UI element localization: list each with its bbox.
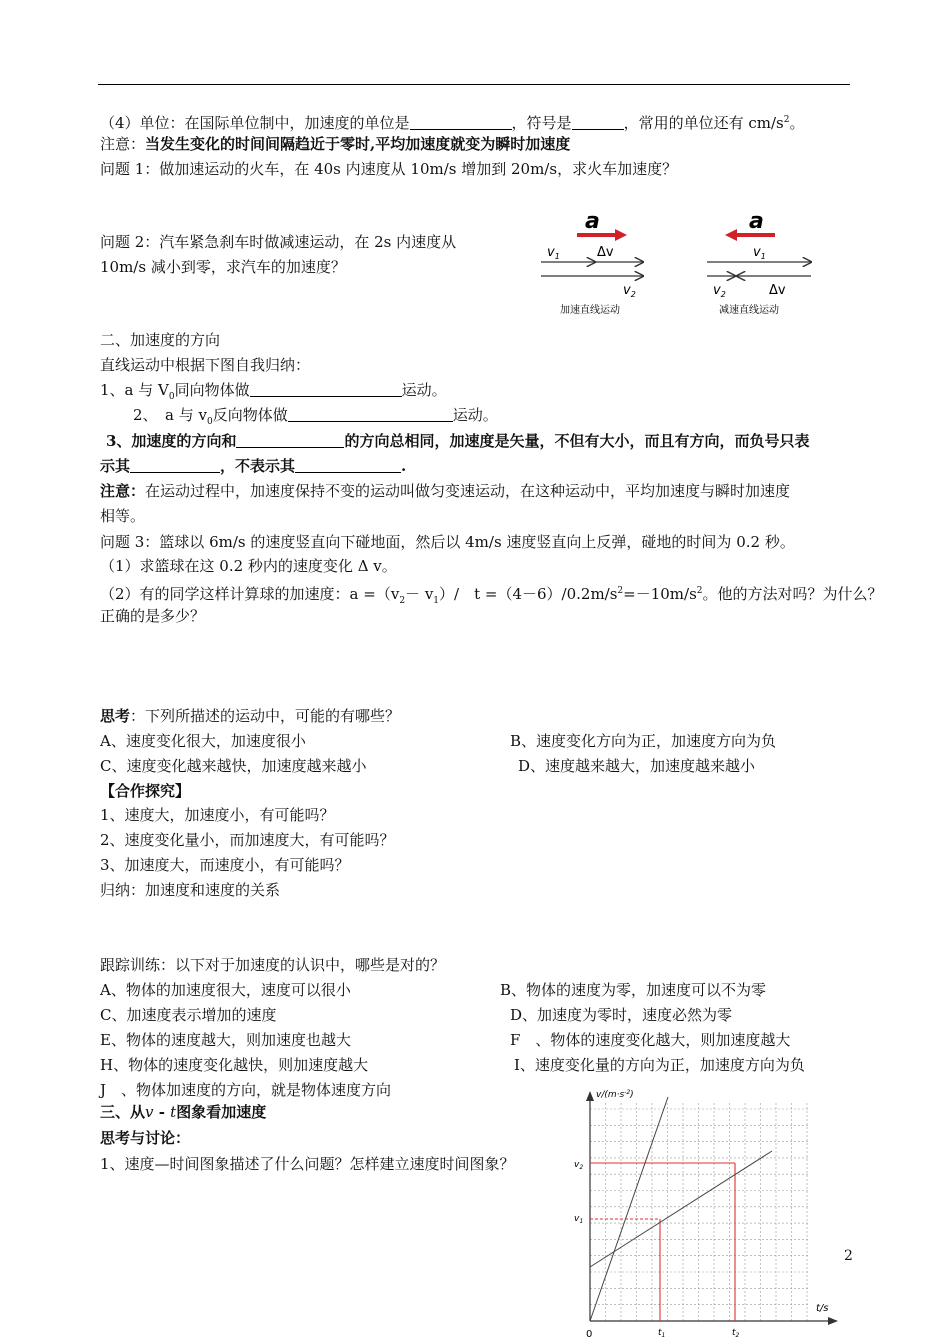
think-prompt: 思考：下列所描述的运动中，可能的有哪些？ — [100, 707, 401, 725]
accel-v2-label: $v_2$ — [623, 283, 636, 299]
section-2-intro: 直线运动中根据下图自我归纳： — [100, 356, 311, 374]
unit-text-1: （4）单位：在国际单位制中，加速度的单位是 — [100, 114, 410, 132]
coop-q3: 3、加速度大，而速度小，有可能吗？ — [100, 856, 350, 874]
unit-text-3: ，常用的单位还有 cm/s — [623, 114, 784, 132]
steep-line — [590, 1097, 668, 1321]
coop-title: 【合作探究】 — [100, 782, 191, 800]
decel-caption: 减速直线运动 — [719, 305, 779, 316]
think-option-d: D、速度越来越大，加速度越来越小 — [518, 757, 756, 775]
track-option-b: B、物体的速度为零，加速度可以不为零 — [500, 981, 767, 999]
section-3-title: 三、从v - t图象看加速度 — [100, 1103, 267, 1121]
coop-summary: 归纳：加速度和速度的关系 — [100, 881, 281, 899]
unit-line — [100, 110, 804, 133]
think-option-b: B、速度变化方向为正，加速度方向为负 — [510, 732, 777, 750]
question-3-part2: （2）有的同学这样计算球的加速度：$a =(v_2- v_1)/$ $t =(4-6)/0.2m/s^2=-10m/s^2$。他的方法对吗？为什么？ — [100, 585, 883, 606]
track-option-c: C、加速度表示增加的速度 — [100, 1006, 277, 1024]
velocity-diagram — [535, 200, 825, 322]
vt-graph — [560, 1085, 850, 1344]
decel-a-arrowhead — [725, 229, 737, 241]
track-option-f: F 、物体的速度变化越大，则加速度越大 — [510, 1031, 791, 1049]
item-3-blank-1[interactable] — [236, 432, 344, 448]
header-rule — [98, 84, 850, 85]
decel-diagram — [707, 209, 811, 316]
track-option-j: J 、物体加速度的方向，就是物体速度方向 — [100, 1081, 392, 1099]
accel-diagram — [541, 209, 643, 316]
decel-v1-label: $v_1$ — [753, 245, 766, 261]
t2-label: $t_2$ — [732, 1328, 740, 1339]
track-option-i: I、速度变化量的方向为正，加速度方向为负 — [514, 1056, 805, 1074]
section-2-title: 二、加速度的方向 — [100, 331, 221, 349]
accel-a-label: a — [585, 209, 600, 234]
shallow-line — [590, 1151, 772, 1267]
t1-label: $t_1$ — [658, 1328, 666, 1339]
accel-a-arrowhead — [615, 229, 627, 241]
v1-label: $v_1$ — [574, 1214, 584, 1225]
item-3-blank-3[interactable] — [295, 457, 401, 473]
page-number: 2 — [844, 1248, 853, 1264]
note2-line1: 注意：在运动过程中，加速度保持不变的运动叫做匀变速运动，在这种运动中，平均加速度与瞬时加速度 — [100, 482, 791, 500]
question-3: 问题 3：篮球以 6m/s 的速度竖直向下碰地面，然后以 4m/s 速度竖直向上反弹，碰地的时间为 0.2 秒。 — [100, 533, 795, 551]
track-option-d: D、加速度为零时，速度必然为零 — [510, 1006, 733, 1024]
origin-label: 0 — [586, 1329, 593, 1340]
note2-line2: 相等。 — [100, 507, 146, 525]
question-3-part3: 正确的是多少？ — [100, 607, 206, 625]
think-option-c: C、速度变化越来越快，加速度越来越小 — [100, 757, 367, 775]
graph-grid — [590, 1103, 808, 1321]
symbol-blank[interactable] — [572, 114, 624, 130]
decel-v2-label: $v_2$ — [713, 283, 726, 299]
unit-blank[interactable] — [410, 114, 512, 130]
x-axis-label: t/s — [816, 1303, 829, 1314]
item-2-blank[interactable] — [288, 406, 453, 422]
question-2-line1: 问题 2：汽车紧急刹车时做减速运动，在 2s 内速度从 — [100, 233, 457, 251]
coop-q2: 2、速度变化量小，而加速度大，有可能吗？ — [100, 831, 395, 849]
accel-v1-label: $v_1$ — [547, 245, 560, 261]
track-option-a: A、物体的加速度很大，速度可以很小 — [100, 981, 351, 999]
unit-text-2: ，符号是 — [511, 114, 572, 132]
track-option-h: H、物体的速度变化越快，则加速度越大 — [100, 1056, 369, 1074]
accel-dv-label: Δv — [597, 245, 614, 260]
y-axis-label: $v/(m\cdot s^{-2})$ — [596, 1089, 634, 1100]
question-2-line2: 10m/s 减小到零，求汽车的加速度？ — [100, 258, 346, 276]
discuss-q1: 1、速度—时间图象描述了什么问题？怎样建立速度时间图象？ — [100, 1155, 515, 1173]
decel-dv-label: Δv — [769, 283, 786, 298]
item-1-blank[interactable] — [250, 381, 402, 397]
unit-text-4: 。 — [789, 114, 805, 132]
coop-q1: 1、速度大，加速度小，有可能吗？ — [100, 806, 335, 824]
track-title: 跟踪训练：以下对于加速度的认识中，哪些是对的？ — [100, 956, 446, 974]
track-option-e: E、物体的速度越大，则加速度也越大 — [100, 1031, 351, 1049]
note1 — [100, 134, 570, 154]
y-axis-arrow — [586, 1091, 594, 1101]
think-option-a: A、速度变化很大，加速度很小 — [100, 732, 306, 750]
item-3-blank-2[interactable] — [130, 457, 220, 473]
x-axis-arrow — [828, 1317, 838, 1325]
note1-label: 注意： — [100, 135, 146, 153]
note1-text: 当发生变化的时间间隔趋近于零时,平均加速度就变为瞬时加速度 — [145, 135, 571, 153]
v2-label: $v_2$ — [574, 1160, 584, 1171]
accel-caption: 加速直线运动 — [560, 305, 620, 316]
item-1: 1、a 与 $V_0$同向物体做 运动。 — [100, 381, 447, 402]
item-3-line2: 示其 ，不表示其 . — [100, 457, 407, 475]
question-3-part1: （1）求篮球在这 0.2 秒内的速度变化 Δ v。 — [100, 557, 397, 575]
decel-a-label: a — [749, 209, 764, 234]
discuss-label: 思考与讨论： — [100, 1129, 191, 1147]
question-1: 问题 1：做加速运动的火车，在 40s 内速度从 10m/s 增加到 20m/s，求火车加速度？ — [100, 160, 678, 178]
item-3-line1: 3、加速度的方向和 的方向总相同，加速度是矢量，不但有大小，而且有方向，而负号只表 — [106, 432, 810, 450]
unit-sup: 2 — [783, 115, 790, 125]
item-2: 2、 a 与 $v_0$反向物体做 运动。 — [133, 406, 498, 427]
